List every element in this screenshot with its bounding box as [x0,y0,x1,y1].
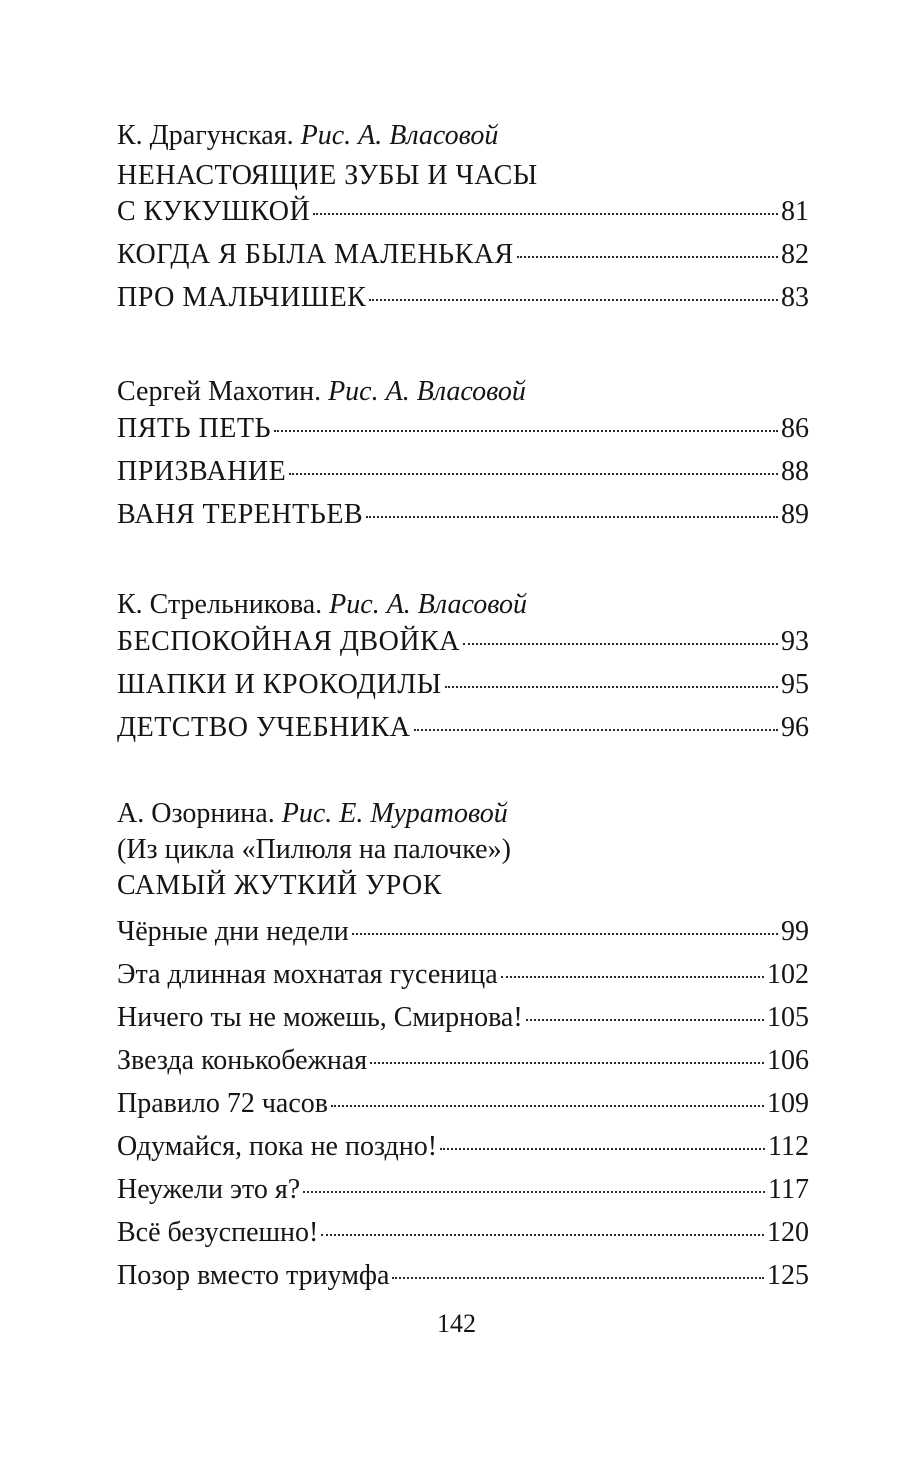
dot-leader [352,933,778,935]
toc-section-strelnikova [117,587,809,749]
dot-leader [501,976,764,978]
toc-section-ozornina [117,796,809,1297]
toc-section-makhotin [117,374,809,536]
dot-leader [313,213,778,215]
toc-entry-title: Ничего ты не можешь, Смирнова! [117,1002,523,1033]
toc-entry-title: Одумайся, пока не поздно! [117,1131,438,1162]
author-line [117,374,809,410]
toc-entry-page: 86 [781,413,809,444]
author-name: Сергей Махотин. [117,376,322,407]
toc-entry[interactable] [117,910,809,953]
toc-entry[interactable] [117,410,809,448]
dot-leader [370,1062,764,1064]
toc-entry-page: 83 [781,282,809,313]
toc-entry[interactable] [117,233,809,276]
toc-entry[interactable] [117,1168,809,1211]
author-name: А. Озорнина. [117,798,275,829]
illustrator-credit: Рис. Е. Муратовой [281,798,508,829]
illustrator-credit: Рис. А. Власовой [300,120,499,151]
toc-entry-page: 112 [768,1131,809,1162]
toc-entry[interactable] [117,276,809,319]
toc-entry-page: 106 [767,1045,809,1076]
toc-entry-page: 105 [767,1002,809,1033]
toc-entry[interactable] [117,663,809,706]
toc-entry[interactable] [117,706,809,749]
toc-entry-page: 102 [767,959,809,990]
toc-entry[interactable] [117,450,809,493]
toc-entry-title-line1: НЕНАСТОЯЩИЕ ЗУБЫ И ЧАСЫ [117,160,538,191]
author-line [117,796,809,832]
dot-leader [366,516,778,518]
toc-entry-page: 99 [781,916,809,947]
toc-entry-page: 125 [767,1260,809,1291]
illustrator-credit: Рис. А. Власовой [328,376,526,407]
toc-section-dragunskaya [117,118,809,319]
toc-entry-title: БЕСПОКОЙНАЯ ДВОЙКА [117,626,460,657]
toc-entry[interactable] [117,193,809,231]
toc-entry-page: 81 [781,196,809,227]
toc-entry-page: 82 [781,239,809,270]
dot-leader [331,1105,764,1107]
dot-leader [463,643,778,645]
toc-entry[interactable] [117,1254,809,1297]
toc-entry-page: 89 [781,499,809,530]
dot-leader [445,686,778,688]
toc-entry[interactable] [117,996,809,1039]
dot-leader [303,1191,765,1193]
toc-entry-title: Эта длинная мохнатая гусеница [117,959,498,990]
toc-entry-title: Чёрные дни недели [117,916,349,947]
toc-entry-page: 95 [781,669,809,700]
dot-leader [517,256,778,258]
toc-entry-title: ПЯТЬ ПЕТЬ [117,413,272,444]
toc-entry[interactable] [117,1039,809,1082]
dot-leader [526,1019,764,1021]
toc-entry[interactable] [117,1082,809,1125]
toc-entry[interactable] [117,1211,809,1254]
toc-entry-page: 88 [781,456,809,487]
cycle-note: (Из цикла «Пилюля на палочке») [117,834,511,865]
toc-entry-title: Неужели это я? [117,1174,301,1205]
illustrator-credit: Рис. А. Власовой [329,589,527,620]
dot-leader [289,473,778,475]
story-heading: САМЫЙ ЖУТКИЙ УРОК [117,870,442,901]
toc-entry[interactable] [117,493,809,536]
toc-entry-title: ПРО МАЛЬЧИШЕК [117,282,367,313]
toc-entry[interactable] [117,623,809,661]
page-number: 142 [437,1309,476,1338]
toc-entry-page: 120 [767,1217,809,1248]
toc-entry-title: Всё безуспешно! [117,1217,319,1248]
dot-leader [414,729,778,731]
toc-entry-page: 96 [781,712,809,743]
dot-leader [321,1234,764,1236]
dot-leader [440,1148,765,1150]
toc-entry-title: ПРИЗВАНИЕ [117,456,287,487]
toc-entry-title: ВАНЯ ТЕРЕНТЬЕВ [117,499,364,530]
toc-entry[interactable] [117,1125,809,1168]
toc-entry-page: 93 [781,626,809,657]
dot-leader [392,1277,764,1279]
toc-entry-title: КОГДА Я БЫЛА МАЛЕНЬКАЯ [117,239,514,270]
toc-entry-title: С КУКУШКОЙ [117,196,311,227]
toc-entry-page: 109 [767,1088,809,1119]
toc-entry-title: Правило 72 часов [117,1088,328,1119]
dot-leader [274,430,778,432]
toc-entry-title: Звезда конькобежная [117,1045,368,1076]
author-name: К. Стрельникова. [117,589,323,620]
dot-leader [369,299,778,301]
toc-entry-title: ДЕТСТВО УЧЕБНИКА [117,712,411,743]
author-name: К. Драгунская. [117,120,294,151]
author-line [117,587,809,623]
toc-entry[interactable] [117,953,809,996]
toc-entry-page: 117 [768,1174,809,1205]
toc-entry-title: ШАПКИ И КРОКОДИЛЫ [117,669,442,700]
author-line [117,118,809,154]
toc-entry-title: Позор вместо триумфа [117,1260,390,1291]
